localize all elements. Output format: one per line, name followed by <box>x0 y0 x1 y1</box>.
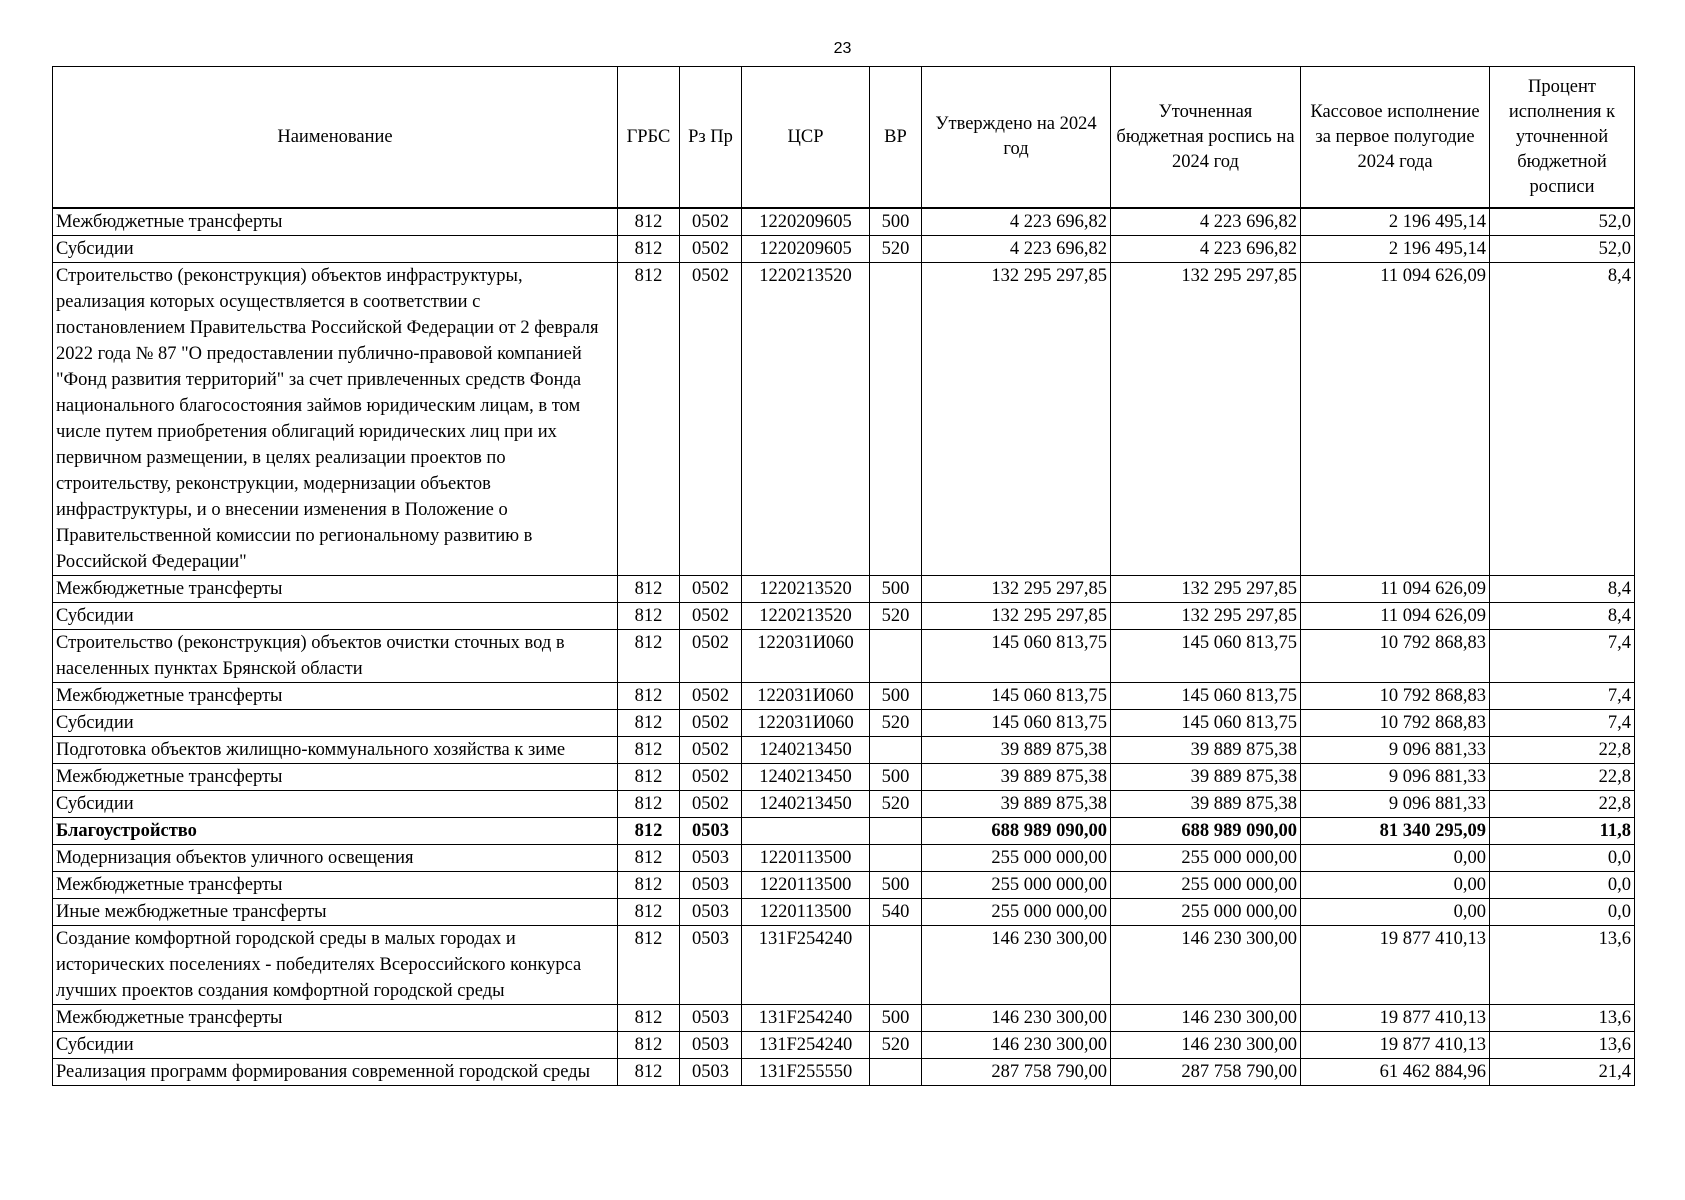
cell-csr: 1220113500 <box>742 872 870 899</box>
cell-grbs: 812 <box>618 899 680 926</box>
table-row <box>53 603 1635 630</box>
cell-percent: 13,6 <box>1490 1005 1635 1032</box>
cell-approved: 255 000 000,00 <box>922 845 1111 872</box>
cell-cash: 19 877 410,13 <box>1301 926 1490 1005</box>
table-row <box>53 576 1635 603</box>
cell-approved: 146 230 300,00 <box>922 1032 1111 1059</box>
cell-vr: 500 <box>870 764 922 791</box>
cell-cash: 0,00 <box>1301 845 1490 872</box>
cell-rzpr: 0502 <box>680 764 742 791</box>
cell-percent: 11,8 <box>1490 818 1635 845</box>
cell-grbs: 812 <box>618 603 680 630</box>
cell-cash: 9 096 881,33 <box>1301 764 1490 791</box>
cell-vr <box>870 630 922 683</box>
table-row <box>53 899 1635 926</box>
cell-vr <box>870 263 922 576</box>
cell-name: Иные межбюджетные трансферты <box>53 899 618 926</box>
cell-name: Межбюджетные трансферты <box>53 1005 618 1032</box>
cell-vr: 520 <box>870 791 922 818</box>
header-cash: Кассовое исполнение за первое полугодие 2024 года <box>1301 67 1490 209</box>
cell-percent: 7,4 <box>1490 683 1635 710</box>
cell-approved: 132 295 297,85 <box>922 603 1111 630</box>
cell-name: Модернизация объектов уличного освещения <box>53 845 618 872</box>
table-body <box>53 208 1635 1086</box>
cell-name: Реализация программ формирования современной городской среды <box>53 1059 618 1086</box>
cell-vr: 500 <box>870 683 922 710</box>
cell-rzpr: 0503 <box>680 872 742 899</box>
cell-rzpr: 0503 <box>680 818 742 845</box>
table-row <box>53 1059 1635 1086</box>
cell-csr: 1220213520 <box>742 576 870 603</box>
cell-cash: 10 792 868,83 <box>1301 630 1490 683</box>
cell-cash: 11 094 626,09 <box>1301 263 1490 576</box>
cell-grbs: 812 <box>618 845 680 872</box>
cell-cash: 10 792 868,83 <box>1301 710 1490 737</box>
cell-specified: 132 295 297,85 <box>1111 576 1301 603</box>
cell-csr: 1220209605 <box>742 208 870 236</box>
cell-specified: 146 230 300,00 <box>1111 1005 1301 1032</box>
cell-vr: 500 <box>870 576 922 603</box>
header-approved: Утверждено на 2024 год <box>922 67 1111 209</box>
cell-approved: 39 889 875,38 <box>922 791 1111 818</box>
cell-name: Создание комфортной городской среды в малых городах и исторических поселениях - победителях Всероссийского конкурса лучших проектов создания комфортной городской среды <box>53 926 618 1005</box>
cell-grbs: 812 <box>618 683 680 710</box>
cell-vr: 500 <box>870 208 922 236</box>
cell-rzpr: 0503 <box>680 926 742 1005</box>
cell-specified: 255 000 000,00 <box>1111 899 1301 926</box>
cell-csr: 131F254240 <box>742 1005 870 1032</box>
cell-percent: 8,4 <box>1490 263 1635 576</box>
cell-cash: 19 877 410,13 <box>1301 1032 1490 1059</box>
cell-csr: 131F255550 <box>742 1059 870 1086</box>
cell-vr <box>870 818 922 845</box>
cell-rzpr: 0503 <box>680 845 742 872</box>
cell-percent: 0,0 <box>1490 872 1635 899</box>
cell-approved: 287 758 790,00 <box>922 1059 1111 1086</box>
cell-name: Подготовка объектов жилищно-коммунального хозяйства к зиме <box>53 737 618 764</box>
cell-approved: 146 230 300,00 <box>922 926 1111 1005</box>
cell-name: Межбюджетные трансферты <box>53 208 618 236</box>
cell-approved: 132 295 297,85 <box>922 576 1111 603</box>
cell-specified: 146 230 300,00 <box>1111 926 1301 1005</box>
cell-csr: 1220113500 <box>742 845 870 872</box>
cell-csr: 122031И060 <box>742 630 870 683</box>
cell-specified: 132 295 297,85 <box>1111 603 1301 630</box>
cell-approved: 255 000 000,00 <box>922 899 1111 926</box>
cell-rzpr: 0503 <box>680 899 742 926</box>
cell-specified: 4 223 696,82 <box>1111 208 1301 236</box>
cell-specified: 132 295 297,85 <box>1111 263 1301 576</box>
cell-csr: 122031И060 <box>742 683 870 710</box>
cell-vr: 520 <box>870 236 922 263</box>
cell-rzpr: 0503 <box>680 1032 742 1059</box>
cell-vr: 520 <box>870 603 922 630</box>
cell-grbs: 812 <box>618 710 680 737</box>
header-specified: Уточненная бюджетная роспись на 2024 год <box>1111 67 1301 209</box>
cell-percent: 0,0 <box>1490 899 1635 926</box>
cell-rzpr: 0502 <box>680 208 742 236</box>
cell-grbs: 812 <box>618 764 680 791</box>
cell-grbs: 812 <box>618 737 680 764</box>
cell-csr: 1220113500 <box>742 899 870 926</box>
cell-approved: 4 223 696,82 <box>922 236 1111 263</box>
cell-percent: 22,8 <box>1490 737 1635 764</box>
table-row <box>53 845 1635 872</box>
cell-grbs: 812 <box>618 236 680 263</box>
cell-grbs: 812 <box>618 818 680 845</box>
table-row <box>53 764 1635 791</box>
page-number: 23 <box>833 40 852 57</box>
cell-rzpr: 0503 <box>680 1059 742 1086</box>
cell-specified: 255 000 000,00 <box>1111 872 1301 899</box>
cell-cash: 11 094 626,09 <box>1301 576 1490 603</box>
cell-approved: 39 889 875,38 <box>922 764 1111 791</box>
cell-percent: 52,0 <box>1490 208 1635 236</box>
cell-name: Строительство (реконструкция) объектов очистки сточных вод в населенных пунктах Брянской области <box>53 630 618 683</box>
cell-name: Межбюджетные трансферты <box>53 683 618 710</box>
cell-grbs: 812 <box>618 791 680 818</box>
cell-percent: 52,0 <box>1490 236 1635 263</box>
cell-grbs: 812 <box>618 1005 680 1032</box>
cell-rzpr: 0502 <box>680 236 742 263</box>
cell-rzpr: 0502 <box>680 737 742 764</box>
cell-approved: 145 060 813,75 <box>922 683 1111 710</box>
cell-approved: 146 230 300,00 <box>922 1005 1111 1032</box>
cell-cash: 9 096 881,33 <box>1301 791 1490 818</box>
table-row <box>53 208 1635 236</box>
table-row <box>53 818 1635 845</box>
cell-percent: 13,6 <box>1490 1032 1635 1059</box>
cell-rzpr: 0503 <box>680 1005 742 1032</box>
cell-name: Строительство (реконструкция) объектов инфраструктуры, реализация которых осуществляется в соответствии с постановлением Правительства Российской Федерации от 2 февраля 2022 года № 87 "О предоставлении публично-правовой компанией "Фонд развития территорий" за счет привлеченных средств Фонда национального благосостояния займов юридическим лицам, в том числе путем приобретения облигаций юридических лиц при их первичном размещении, в целях реализации проектов по строительству, реконструкции, модернизации объектов инфраструктуры, и о внесении изменения в Положение о Правительственной комиссии по региональному развитию в Российской Федерации" <box>53 263 618 576</box>
cell-name: Межбюджетные трансферты <box>53 764 618 791</box>
cell-cash: 9 096 881,33 <box>1301 737 1490 764</box>
cell-csr: 122031И060 <box>742 710 870 737</box>
table-row <box>53 630 1635 683</box>
cell-specified: 146 230 300,00 <box>1111 1032 1301 1059</box>
cell-approved: 688 989 090,00 <box>922 818 1111 845</box>
cell-specified: 4 223 696,82 <box>1111 236 1301 263</box>
cell-percent: 8,4 <box>1490 603 1635 630</box>
cell-csr <box>742 818 870 845</box>
cell-grbs: 812 <box>618 1059 680 1086</box>
cell-cash: 0,00 <box>1301 872 1490 899</box>
cell-vr: 500 <box>870 872 922 899</box>
cell-csr: 131F254240 <box>742 1032 870 1059</box>
table-row <box>53 1005 1635 1032</box>
cell-name: Субсидии <box>53 710 618 737</box>
cell-vr <box>870 926 922 1005</box>
cell-csr: 1220213520 <box>742 263 870 576</box>
header-grbs: ГРБС <box>618 67 680 209</box>
cell-grbs: 812 <box>618 576 680 603</box>
cell-name: Субсидии <box>53 603 618 630</box>
cell-rzpr: 0502 <box>680 603 742 630</box>
cell-name: Благоустройство <box>53 818 618 845</box>
cell-grbs: 812 <box>618 1032 680 1059</box>
table-row <box>53 263 1635 576</box>
cell-rzpr: 0502 <box>680 630 742 683</box>
cell-csr: 1220209605 <box>742 236 870 263</box>
cell-specified: 145 060 813,75 <box>1111 683 1301 710</box>
cell-name: Субсидии <box>53 236 618 263</box>
table-row <box>53 683 1635 710</box>
cell-grbs: 812 <box>618 208 680 236</box>
cell-percent: 8,4 <box>1490 576 1635 603</box>
cell-specified: 145 060 813,75 <box>1111 630 1301 683</box>
cell-cash: 2 196 495,14 <box>1301 208 1490 236</box>
cell-rzpr: 0502 <box>680 683 742 710</box>
cell-vr <box>870 845 922 872</box>
cell-specified: 688 989 090,00 <box>1111 818 1301 845</box>
cell-cash: 81 340 295,09 <box>1301 818 1490 845</box>
cell-percent: 21,4 <box>1490 1059 1635 1086</box>
cell-vr: 500 <box>870 1005 922 1032</box>
header-vr: ВР <box>870 67 922 209</box>
cell-cash: 11 094 626,09 <box>1301 603 1490 630</box>
cell-grbs: 812 <box>618 872 680 899</box>
cell-rzpr: 0502 <box>680 791 742 818</box>
cell-vr: 540 <box>870 899 922 926</box>
cell-vr: 520 <box>870 1032 922 1059</box>
cell-name: Межбюджетные трансферты <box>53 576 618 603</box>
cell-csr: 1220213520 <box>742 603 870 630</box>
cell-specified: 39 889 875,38 <box>1111 764 1301 791</box>
table-header-row <box>53 67 1635 209</box>
cell-specified: 255 000 000,00 <box>1111 845 1301 872</box>
cell-name: Межбюджетные трансферты <box>53 872 618 899</box>
cell-specified: 39 889 875,38 <box>1111 791 1301 818</box>
cell-percent: 7,4 <box>1490 630 1635 683</box>
header-percent: Процент исполнения к уточненной бюджетной росписи <box>1490 67 1635 209</box>
cell-rzpr: 0502 <box>680 263 742 576</box>
cell-percent: 22,8 <box>1490 764 1635 791</box>
cell-approved: 132 295 297,85 <box>922 263 1111 576</box>
cell-specified: 287 758 790,00 <box>1111 1059 1301 1086</box>
cell-cash: 10 792 868,83 <box>1301 683 1490 710</box>
header-name: Наименование <box>53 67 618 209</box>
cell-cash: 2 196 495,14 <box>1301 236 1490 263</box>
cell-name: Субсидии <box>53 791 618 818</box>
cell-approved: 4 223 696,82 <box>922 208 1111 236</box>
table-row <box>53 872 1635 899</box>
cell-percent: 13,6 <box>1490 926 1635 1005</box>
cell-approved: 145 060 813,75 <box>922 710 1111 737</box>
budget-execution-table <box>52 66 1635 1086</box>
cell-name: Субсидии <box>53 1032 618 1059</box>
table-row <box>53 791 1635 818</box>
cell-cash: 61 462 884,96 <box>1301 1059 1490 1086</box>
header-csr: ЦСР <box>742 67 870 209</box>
cell-csr: 131F254240 <box>742 926 870 1005</box>
cell-approved: 39 889 875,38 <box>922 737 1111 764</box>
cell-csr: 1240213450 <box>742 764 870 791</box>
cell-approved: 255 000 000,00 <box>922 872 1111 899</box>
cell-percent: 22,8 <box>1490 791 1635 818</box>
cell-specified: 145 060 813,75 <box>1111 710 1301 737</box>
cell-rzpr: 0502 <box>680 576 742 603</box>
cell-approved: 145 060 813,75 <box>922 630 1111 683</box>
cell-cash: 0,00 <box>1301 899 1490 926</box>
cell-vr <box>870 737 922 764</box>
cell-grbs: 812 <box>618 630 680 683</box>
cell-percent: 0,0 <box>1490 845 1635 872</box>
table-row <box>53 737 1635 764</box>
table-row <box>53 236 1635 263</box>
cell-grbs: 812 <box>618 926 680 1005</box>
header-rzpr: Рз Пр <box>680 67 742 209</box>
cell-grbs: 812 <box>618 263 680 576</box>
cell-csr: 1240213450 <box>742 737 870 764</box>
table-row <box>53 1032 1635 1059</box>
cell-csr: 1240213450 <box>742 791 870 818</box>
table-row <box>53 710 1635 737</box>
cell-specified: 39 889 875,38 <box>1111 737 1301 764</box>
cell-percent: 7,4 <box>1490 710 1635 737</box>
table-row <box>53 926 1635 1005</box>
cell-vr <box>870 1059 922 1086</box>
cell-rzpr: 0502 <box>680 710 742 737</box>
cell-vr: 520 <box>870 710 922 737</box>
cell-cash: 19 877 410,13 <box>1301 1005 1490 1032</box>
